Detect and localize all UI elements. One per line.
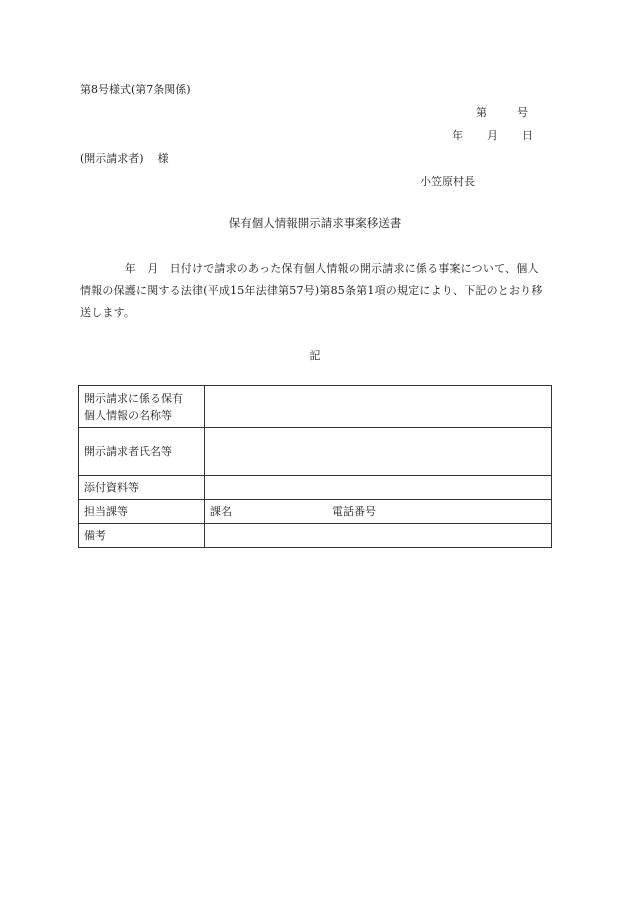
table-label-cell [79,386,205,428]
ki-heading: 記 [309,349,321,362]
table-value-cell [205,476,552,500]
section-name-label: 課名 [210,505,232,518]
issuer: 小笠原村長 [420,175,475,188]
form-id: 第8号様式(第7条関係) [80,83,191,96]
table-row [79,476,552,500]
row3-label: 添付資料等 [79,476,205,500]
document-title: 保有個人情報開示請求事案移送書 [228,216,402,230]
table-row [79,428,552,476]
date-month: 月 [487,129,498,142]
table-value-cell [205,524,552,548]
table-value-cell [205,500,552,524]
phone-number-label: 電話番号 [332,505,376,518]
number-suffix: 号 [517,106,528,119]
date-line [452,127,533,143]
body-text: 年 月 日付けで請求のあった保有個人情報の開示請求に係る事案について、個人情報の保護に関する法律(平成15年法律第57号)第85条第1項の規定により、下記のとおり移送します。 [80,262,543,319]
date-year: 年 [452,129,463,142]
document-number-line [476,104,528,120]
transfer-details-table [78,385,552,548]
recipient-line [80,150,169,166]
row1-label-line2: 個人情報の名称等 [84,408,172,422]
table-row [79,500,552,524]
row4-label: 担当課等 [79,500,205,524]
row5-label: 備考 [79,524,205,548]
number-prefix: 第 [476,106,487,119]
table-row [79,386,552,428]
table-row [79,524,552,548]
table-value-cell [205,386,552,428]
row2-label: 開示請求者氏名等 [79,428,205,476]
recipient-label: (開示請求者) [80,152,144,165]
table-value-cell [205,428,552,476]
recipient-honorific: 様 [157,152,169,165]
date-day: 日 [522,129,533,142]
row1-label-line1: 開示請求に係る保有 [84,391,183,405]
